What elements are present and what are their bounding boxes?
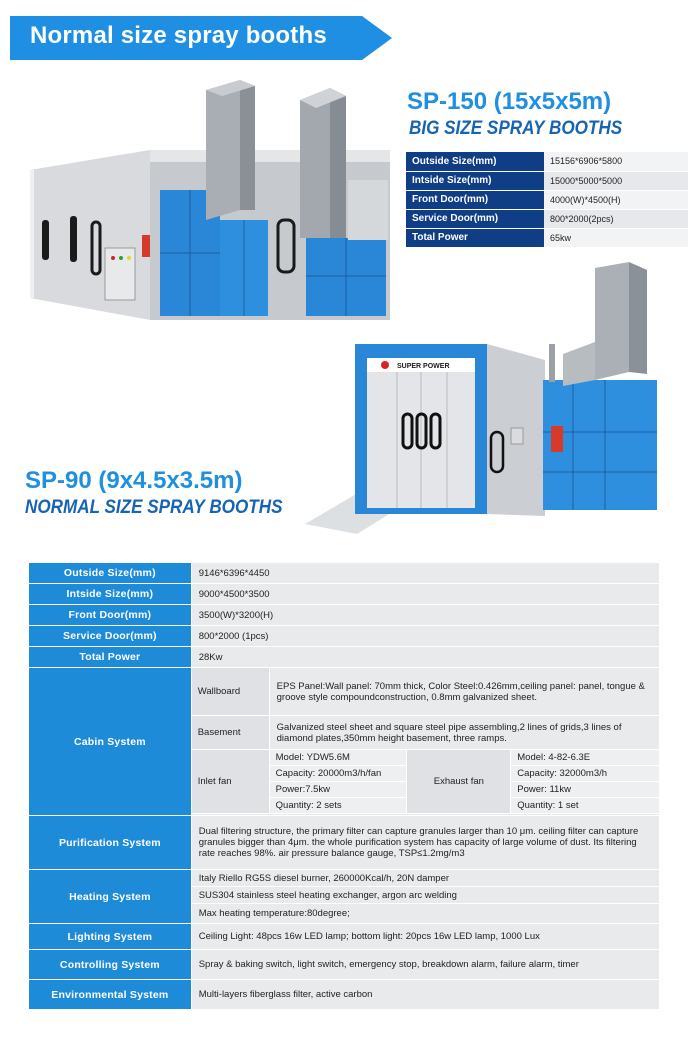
spec-row-service-door xyxy=(29,626,660,647)
spec-value: Capacity: 32000m3/h xyxy=(511,766,660,782)
spec-value: 28Kw xyxy=(191,647,659,668)
sp150-spec-row xyxy=(406,152,688,171)
spec-label: Front Door(mm) xyxy=(29,605,192,626)
sp150-spec-table xyxy=(406,152,688,248)
spec-value: 9146*6396*4450 xyxy=(191,563,659,584)
sp150-spec-row xyxy=(406,228,688,247)
spec-row-wallboard xyxy=(29,668,660,716)
spec-value: 800*2000(2pcs) xyxy=(544,209,688,228)
spec-label: Total Power xyxy=(406,228,544,247)
spec-value: Galvanized steel sheet and square steel pipe assembling,2 lines of grids,3 lines of diamond plates,350mm height basement, three ramps. xyxy=(269,716,659,750)
spec-sublabel: Inlet fan xyxy=(191,750,269,814)
spec-value: Italy Riello RG5S diesel burner, 260000Kcal/h, 20N damper xyxy=(191,870,659,887)
sp90-spec-table xyxy=(28,562,660,1010)
spec-value: Max heating temperature:80degree; xyxy=(191,904,659,924)
spec-label: Controlling System xyxy=(29,950,192,980)
spec-row-lighting xyxy=(29,924,660,950)
sp150-spec-row xyxy=(406,209,688,228)
spec-value: Dual filtering structure, the primary filter can capture granules larger than 10 μm. ceiling filter can capture granules bigger than 4μm. the whole purification system has capacity of large volume of dust. Its filtering rate reaches 98%. air pressure balance gauge, TSP≤1.2mg/m3 xyxy=(191,816,659,870)
spec-label-cabin: Cabin System xyxy=(29,668,192,816)
spec-value: 9000*4500*3500 xyxy=(191,584,659,605)
spec-value: Quantity: 1 set xyxy=(511,798,660,814)
spec-row-inside xyxy=(29,584,660,605)
spec-label: Front Door(mm) xyxy=(406,190,544,209)
spec-value: Model: 4-82-6.3E xyxy=(511,750,660,766)
spec-label: Total Power xyxy=(29,647,192,668)
spec-value: 15000*5000*5000 xyxy=(544,171,688,190)
sp150-spec-row xyxy=(406,171,688,190)
spec-value: Model: YDW5.6M xyxy=(269,750,407,766)
sp150-title: SP-150 (15x5x5m) xyxy=(407,88,612,115)
spec-value: SUS304 stainless steel heating exchanger, argon arc welding xyxy=(191,887,659,904)
spec-value: EPS Panel:Wall panel: 70mm thick, Color Steel:0.426mm,ceiling panel: panel, tongue & groove style compoundconstruction, 0.8mm galvanized sheet. xyxy=(269,668,659,716)
spec-label: Service Door(mm) xyxy=(406,209,544,228)
spec-value: 4000(W)*4500(H) xyxy=(544,190,688,209)
spec-row-front-door xyxy=(29,605,660,626)
spec-label: Heating System xyxy=(29,870,192,924)
spec-label: Purification System xyxy=(29,816,192,870)
spec-value: Power: 11kw xyxy=(511,782,660,798)
spec-value: Ceiling Light: 48pcs 16w LED lamp; bottom light: 20pcs 16w LED lamp, 1000 Lux xyxy=(191,924,659,950)
spec-sublabel: Exhaust fan xyxy=(407,750,511,814)
spec-row-heating xyxy=(29,870,660,887)
spec-row-outside xyxy=(29,563,660,584)
spec-value: Capacity: 20000m3/h/fan xyxy=(269,766,407,782)
section-banner xyxy=(10,16,392,60)
sp90-title: SP-90 (9x4.5x3.5m) xyxy=(25,467,243,494)
spec-label: Lighting System xyxy=(29,924,192,950)
sp150-subtitle: BIG SIZE SPRAY BOOTHS xyxy=(409,118,623,139)
spec-value: Power:7.5kw xyxy=(269,782,407,798)
sp90-subtitle: NORMAL SIZE SPRAY BOOTHS xyxy=(25,497,283,518)
spec-row-environmental xyxy=(29,980,660,1010)
spec-value: 65kw xyxy=(544,228,688,247)
spec-value: 3500(W)*3200(H) xyxy=(191,605,659,626)
spec-sublabel: Basement xyxy=(191,716,269,750)
spec-value: 15156*6906*5800 xyxy=(544,152,688,171)
spec-sublabel: Wallboard xyxy=(191,668,269,716)
spec-row-controlling xyxy=(29,950,660,980)
banner-title: Normal size spray booths xyxy=(30,22,327,49)
booth-sign-text: SUPER POWER xyxy=(397,363,450,370)
spec-label: Environmental System xyxy=(29,980,192,1010)
spec-label: Service Door(mm) xyxy=(29,626,192,647)
spec-label: Outside Size(mm) xyxy=(29,563,192,584)
spec-row-power xyxy=(29,647,660,668)
spec-value: 800*2000 (1pcs) xyxy=(191,626,659,647)
sp150-spec-row xyxy=(406,190,688,209)
spec-label: Intside Size(mm) xyxy=(29,584,192,605)
spec-label: Intside Size(mm) xyxy=(406,171,544,190)
spec-label: Outside Size(mm) xyxy=(406,152,544,171)
spec-value: Quantity: 2 sets xyxy=(269,798,407,814)
spec-value: Spray & baking switch, light switch, emergency stop, breakdown alarm, failure alarm, timer xyxy=(191,950,659,980)
sp90-booth-image xyxy=(305,262,665,537)
spec-value: Multi-layers fiberglass filter, active carbon xyxy=(191,980,659,1010)
spec-row-purification xyxy=(29,816,660,870)
